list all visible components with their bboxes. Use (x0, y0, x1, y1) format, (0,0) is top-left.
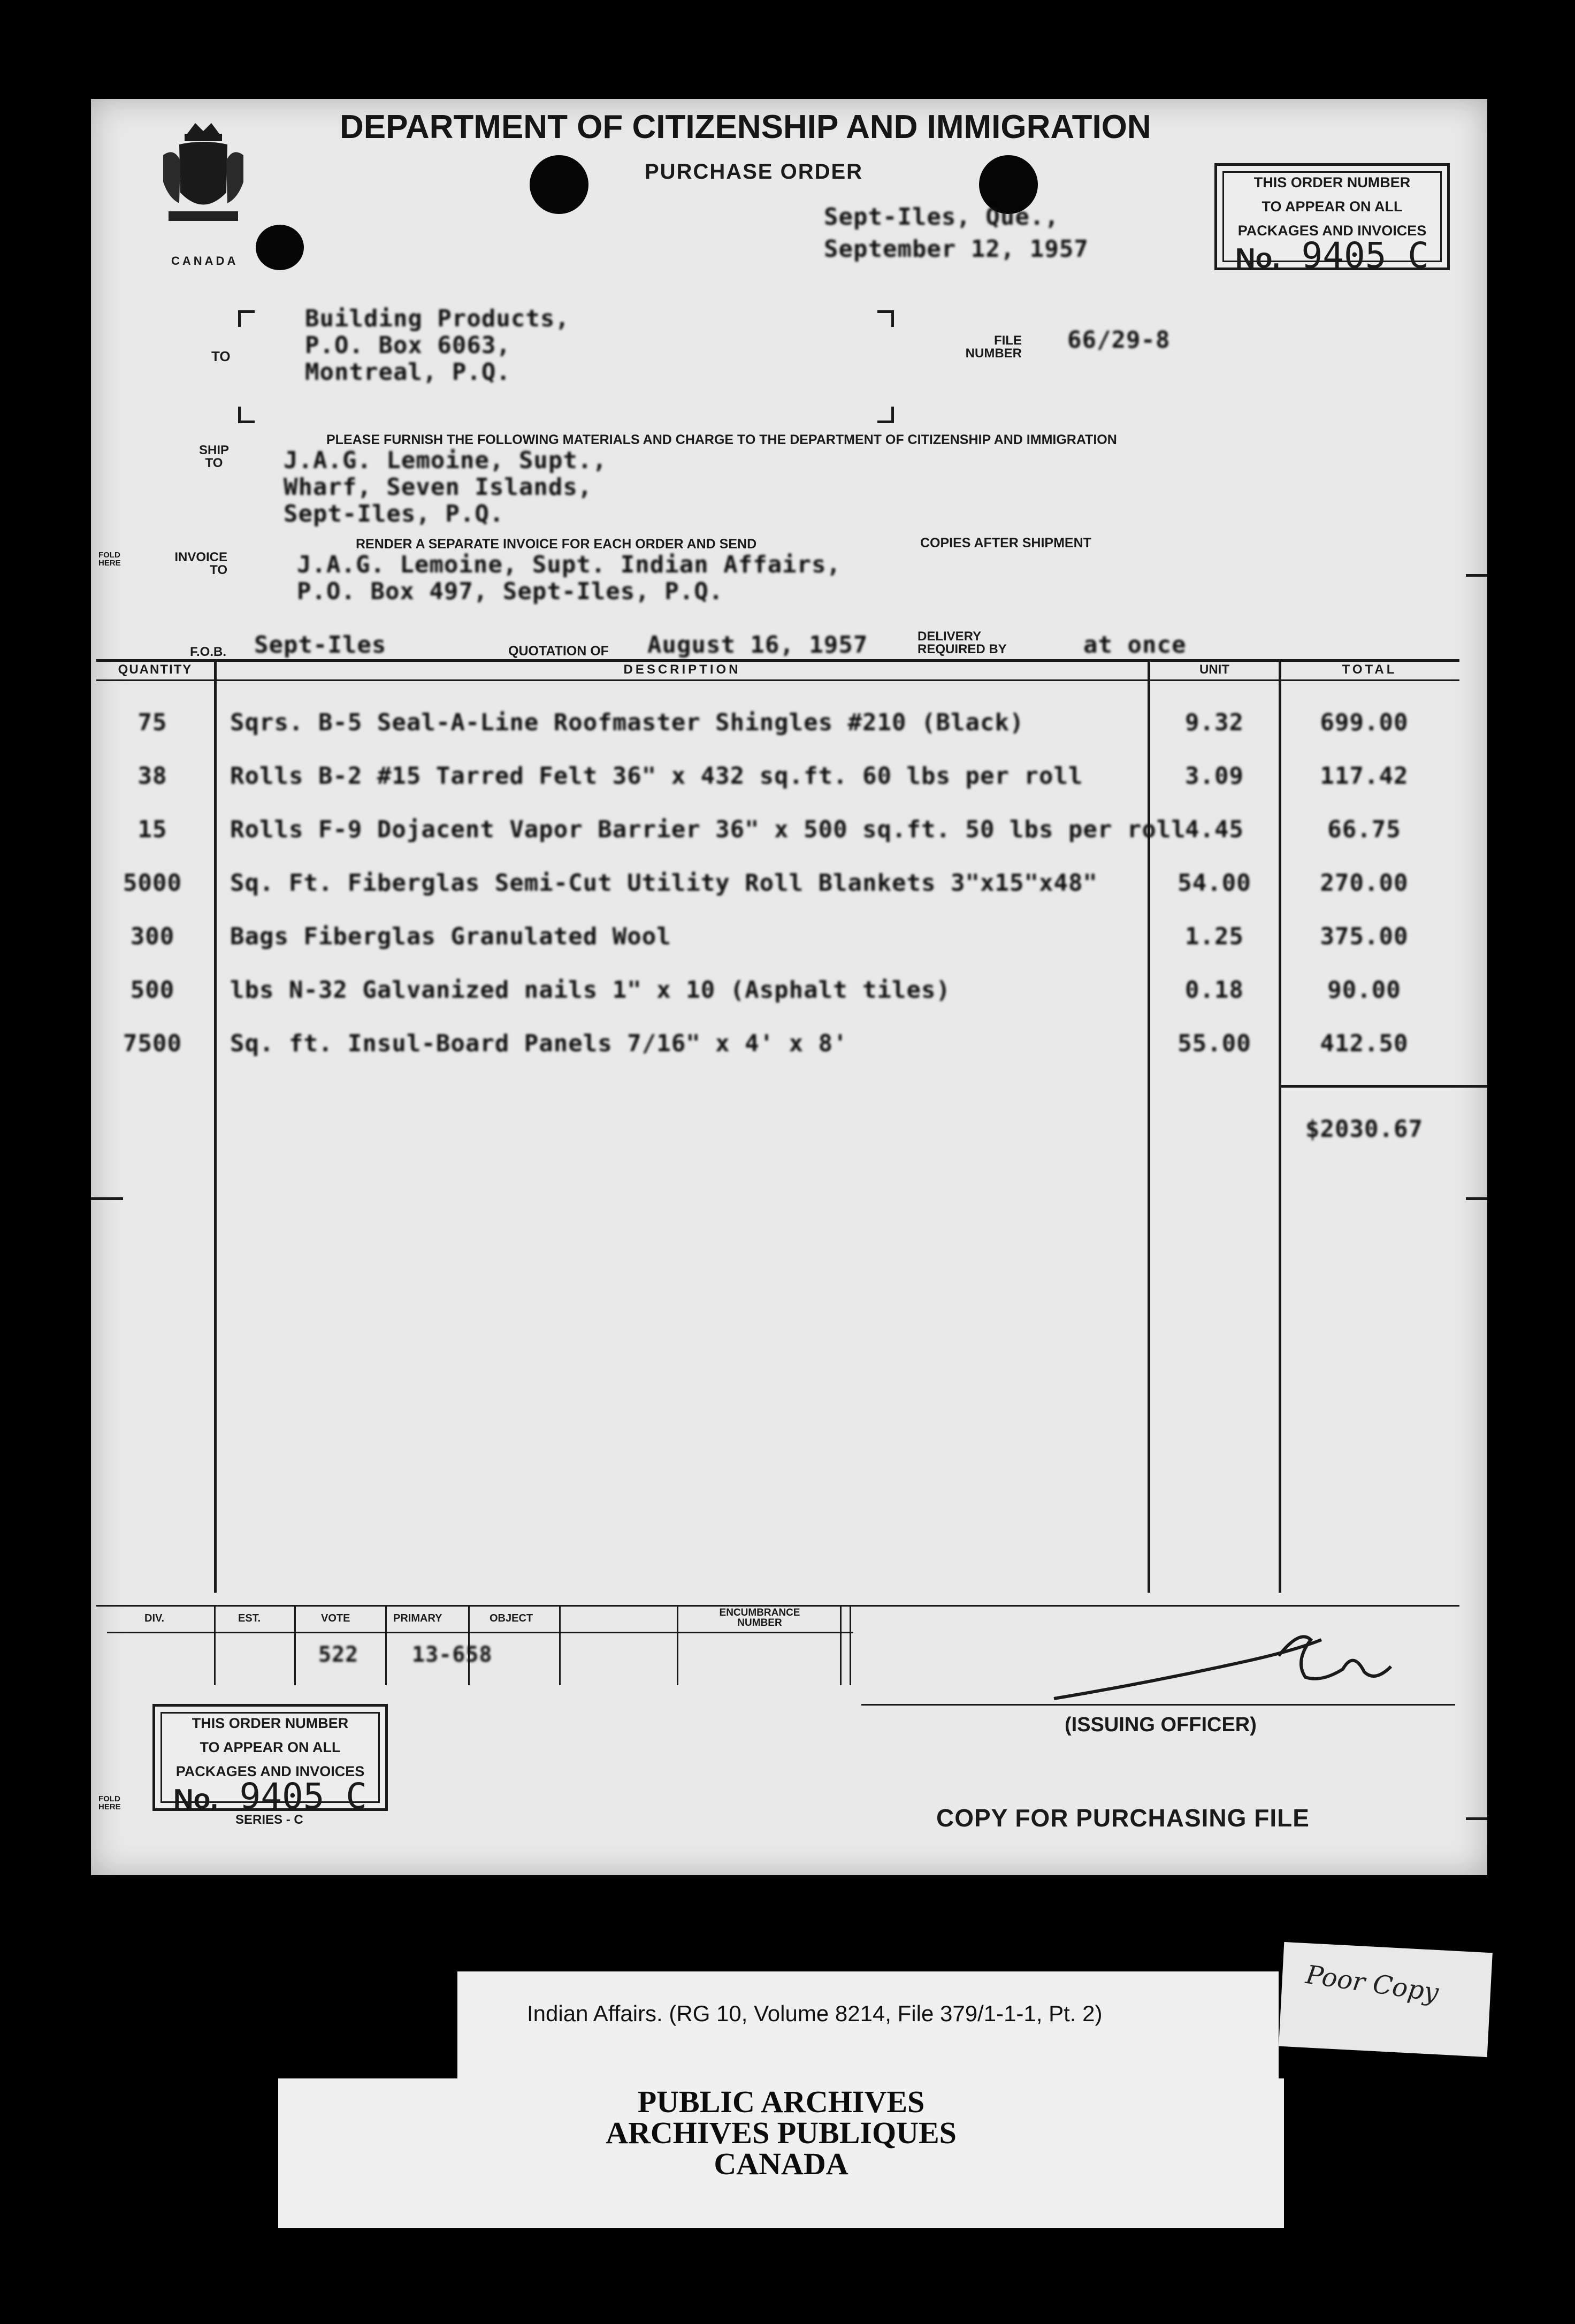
row-unit: 54.00 (1178, 869, 1251, 897)
order-box-line3: PACKAGES AND INVOICES (175, 1763, 365, 1779)
signature (1043, 1618, 1418, 1715)
row-quantity: 500 (130, 976, 175, 1004)
header-quantity: QUANTITY (118, 662, 193, 677)
row-description: Sq. Ft. Fiberglas Semi-Cut Utility Roll Blankets 3"x15"x48" (230, 869, 1098, 897)
purchase-order-document (91, 99, 1487, 1875)
fold-label-line2: HERE (98, 559, 121, 568)
ship-to-label (190, 444, 238, 470)
department-title: DEPARTMENT OF CITIZENSHIP AND IMMIGRATION (340, 109, 1151, 146)
fold-label-line1: FOLD (98, 551, 120, 560)
invoice-label-line2: TO (210, 563, 227, 577)
form-type-title: PURCHASE ORDER (645, 160, 863, 184)
row-quantity: 75 (137, 709, 167, 736)
row-unit: 4.45 (1185, 816, 1244, 843)
invoice-to-line2: P.O. Box 497, Sept-Iles, P.Q. (297, 578, 724, 605)
fold-here-label (98, 551, 121, 567)
table-column-divider (1148, 659, 1150, 1593)
archive-stamp (278, 2086, 1284, 2180)
header-unit: UNIT (1199, 662, 1229, 677)
row-total: 270.00 (1320, 869, 1409, 897)
invoice-label-line1: INVOICE (174, 550, 227, 564)
order-box-line2: TO APPEAR ON ALL (1261, 198, 1403, 215)
header-description: DESCRIPTION (623, 662, 741, 677)
fold-mark (91, 1197, 123, 1200)
row-description: Rolls F-9 Dojacent Vapor Barrier 36" x 500 sq.ft. 50 lbs per roll (230, 816, 1186, 843)
row-quantity: 5000 (123, 869, 182, 897)
primary-value: 13-658 (412, 1642, 493, 1667)
vote-label: VOTE (321, 1612, 350, 1624)
accounting-divider (840, 1605, 842, 1685)
row-total: 117.42 (1320, 762, 1409, 790)
delivery-label-line2: REQUIRED BY (918, 642, 1007, 656)
row-quantity: 38 (137, 762, 167, 790)
order-box-line1: THIS ORDER NUMBER (192, 1715, 349, 1731)
ship-label-line1: SHIP (198, 443, 229, 457)
fold-mark (1466, 574, 1487, 577)
archive-note: Poor Copy (1304, 1959, 1441, 2008)
row-unit: 3.09 (1185, 762, 1244, 790)
address-bracket (238, 310, 255, 327)
row-total: 90.00 (1327, 976, 1401, 1004)
fob-label: F.O.B. (190, 645, 227, 659)
row-description: Rolls B-2 #15 Tarred Felt 36" x 432 sq.ft. 60 lbs per roll (230, 762, 1083, 790)
address-bracket (877, 407, 894, 423)
table-column-divider (214, 659, 217, 1593)
row-quantity: 15 (137, 816, 167, 843)
to-label: TO (211, 348, 231, 364)
series-label: SERIES - C (235, 1813, 303, 1827)
accounting-divider (385, 1605, 387, 1685)
file-label-line2: NUMBER (965, 346, 1022, 361)
primary-label: PRIMARY (393, 1612, 442, 1624)
fold-mark (1466, 1817, 1487, 1820)
encumbrance-label-line1: ENCUMBRANCE (719, 1607, 800, 1618)
file-label-line1: FILE (994, 333, 1022, 348)
order-number-suffix: C (1408, 235, 1429, 276)
order-number-value: 9405 (239, 1776, 325, 1817)
fold-label-line1: FOLD (98, 1794, 120, 1803)
delivery-label-line1: DELIVERY (918, 629, 982, 644)
archive-stamp-line2: ARCHIVES PUBLIQUES (606, 2115, 957, 2150)
order-no-label: No. (1235, 243, 1280, 274)
table-header-border (96, 679, 1459, 681)
file-number: 66/29-8 (1067, 326, 1171, 354)
order-number-value: 9405 (1301, 235, 1387, 276)
quotation-label: QUOTATION OF (508, 644, 609, 659)
delivery-label (918, 630, 1007, 656)
row-unit: 9.32 (1185, 709, 1244, 736)
order-date: September 12, 1957 (824, 235, 1089, 263)
accounting-divider (677, 1605, 678, 1685)
issuing-officer-label: (ISSUING OFFICER) (1065, 1714, 1257, 1736)
delivery-value: at once (1083, 631, 1187, 659)
punch-hole (256, 225, 304, 270)
coat-of-arms-icon (158, 123, 249, 246)
row-unit: 0.18 (1185, 976, 1244, 1004)
row-total: 66.75 (1327, 816, 1401, 843)
ship-label-line2: TO (205, 456, 223, 470)
to-line3: Montreal, P.Q. (305, 358, 511, 386)
ship-to-line3: Sept-Iles, P.Q. (284, 500, 504, 528)
order-number-suffix: C (346, 1776, 367, 1817)
grand-total: $2030.67 (1305, 1115, 1423, 1143)
to-line2: P.O. Box 6063, (305, 332, 511, 359)
address-bracket (877, 310, 894, 327)
row-description: Bags Fiberglas Granulated Wool (230, 923, 671, 950)
copy-note: COPY FOR PURCHASING FILE (936, 1804, 1310, 1832)
row-description: Sq. ft. Insul-Board Panels 7/16" x 4' x 8' (230, 1030, 848, 1057)
header-total: TOTAL (1342, 662, 1397, 677)
place: Sept-Iles, Que., (824, 203, 1059, 231)
est-label: EST. (238, 1612, 261, 1624)
row-total: 375.00 (1320, 923, 1409, 950)
accounting-top-border (96, 1605, 1459, 1607)
archive-stamp-line3: CANADA (714, 2146, 848, 2181)
row-description: lbs N-32 Galvanized nails 1" x 10 (Asphalt tiles) (230, 976, 951, 1004)
fold-here-label (98, 1795, 121, 1811)
encumbrance-label (706, 1608, 813, 1628)
table-top-border (96, 659, 1459, 662)
fob-value: Sept-Iles (254, 631, 387, 659)
order-number-box-top (1214, 163, 1450, 276)
ship-to-line2: Wharf, Seven Islands, (284, 473, 593, 501)
archive-stamp-line1: PUBLIC ARCHIVES (637, 2084, 925, 2119)
order-box-line2: TO APPEAR ON ALL (200, 1739, 341, 1755)
row-total: 412.50 (1320, 1030, 1409, 1057)
address-bracket (238, 407, 255, 423)
to-line1: Building Products, (305, 305, 570, 332)
invoice-to-label (163, 551, 227, 577)
copies-instruction: COPIES AFTER SHIPMENT (920, 536, 1091, 551)
total-underline (1281, 1085, 1487, 1088)
order-box-line3: PACKAGES AND INVOICES (1237, 223, 1427, 239)
furnish-instruction: PLEASE FURNISH THE FOLLOWING MATERIALS AND CHARGE TO THE DEPARTMENT OF CITIZENSHIP AND IMMIGRATION (326, 432, 1117, 447)
accounting-divider (294, 1605, 296, 1685)
row-quantity: 7500 (123, 1030, 182, 1057)
accounting-divider (559, 1605, 561, 1685)
ship-to-line1: J.A.G. Lemoine, Supt., (284, 447, 607, 474)
archive-reference: Indian Affairs. (RG 10, Volume 8214, File 379/1-1-1, Pt. 2) (527, 2001, 1103, 2026)
table-column-divider (1279, 659, 1281, 1593)
country-label: CANADA (171, 254, 239, 267)
object-label: OBJECT (490, 1612, 533, 1624)
order-box-line1: THIS ORDER NUMBER (1253, 174, 1411, 190)
accounting-header-border (107, 1632, 853, 1633)
row-unit: 1.25 (1185, 923, 1244, 950)
signature-line (861, 1704, 1455, 1706)
row-quantity: 300 (130, 923, 175, 950)
accounting-divider (850, 1605, 851, 1685)
row-description: Sqrs. B-5 Seal-A-Line Roofmaster Shingles #210 (Black) (230, 709, 1024, 736)
order-no-label: No. (173, 1784, 218, 1815)
fold-label-line2: HERE (98, 1802, 121, 1811)
row-total: 699.00 (1320, 709, 1409, 736)
accounting-divider (214, 1605, 216, 1685)
div-label: DIV. (144, 1612, 165, 1624)
invoice-to-line1: J.A.G. Lemoine, Supt. Indian Affairs, (297, 551, 842, 578)
render-instruction: RENDER A SEPARATE INVOICE FOR EACH ORDER AND SEND (356, 537, 757, 552)
punch-hole (530, 155, 588, 214)
quotation-value: August 16, 1957 (647, 631, 868, 659)
order-number-box-bottom (152, 1704, 388, 1817)
fold-mark (1466, 1197, 1487, 1200)
row-unit: 55.00 (1178, 1030, 1251, 1057)
vote-value: 522 (318, 1642, 359, 1667)
encumbrance-label-line2: NUMBER (737, 1617, 782, 1629)
file-label (958, 334, 1022, 360)
